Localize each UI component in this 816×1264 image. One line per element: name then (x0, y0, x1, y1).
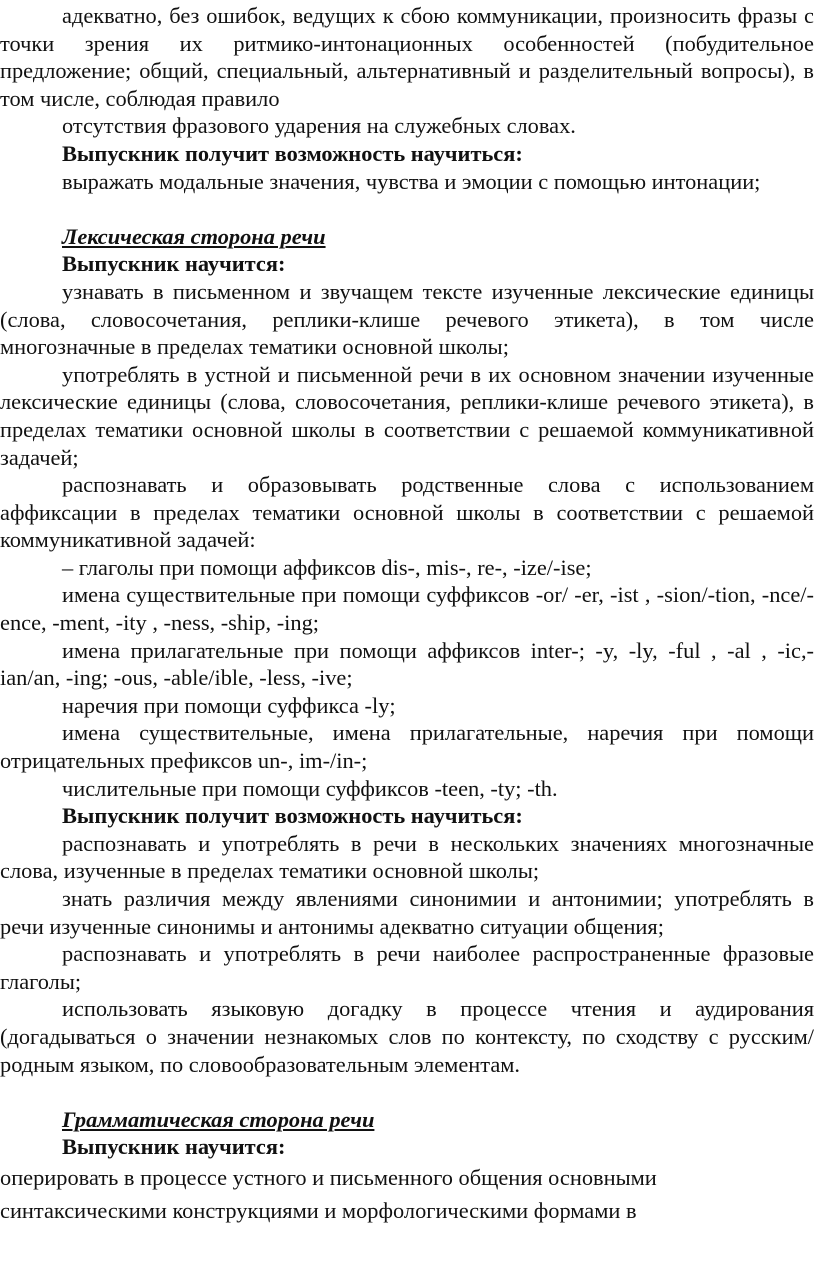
paragraph-polysemy: распознавать и употреблять в речи в нескольких значениях многозначные слова, изученные в пределах тематики основной школы; (0, 830, 814, 884)
list-item-verbs: – глаголы при помощи аффиксов dis-, mis-, re-, -ize/-ise; (62, 554, 592, 580)
list-item-numerals: числительные при помощи суффиксов -teen, -ty; -th. (62, 775, 558, 801)
list-item-negative-prefixes: имена существительные, имена прилагательные, наречия при помощи отрицательных префиксов un-, im-/in-; (0, 720, 814, 774)
spacer (0, 195, 814, 223)
paragraph-syntax: оперировать в процессе устного и письменного общения основными синтаксическими конструкциями и морфологическими формами в (0, 1164, 657, 1223)
subheading-will-learn: Выпускник научится: (62, 251, 286, 277)
spacer (0, 1078, 814, 1106)
paragraph-word-formation: распознавать и образовывать родственные слова с использованием аффиксации в пределах тематики основной школы в соответствии с решаемой коммуникативной задачей: (0, 472, 814, 553)
paragraph-use-units: употреблять в устной и письменной речи в их основном значении изученные лексические единицы (слова, словосочетания, реплики-клише речевого этикета), в пределах тематики основной школы в соответствии с решаемой коммуникативной задачей; (0, 361, 814, 470)
section-heading-lexical: Лексическая сторона речи (62, 223, 326, 249)
paragraph-recognize-units: узнавать в письменном и звучащем тексте изученные лексические единицы (слова, словосочетания, реплики-клише речевого этикета), в том числе многозначные в пределах тематики основной школы; (0, 278, 814, 360)
subheading-opportunity-lexical: Выпускник получит возможность научиться: (62, 803, 523, 829)
paragraph-pronunciation: адекватно, без ошибок, ведущих к сбою коммуникации, произносить фразы с точки зрения их ритмико-интонационных особенностей (побудительное предложение; общий, специальный, альтернативный и разделительный вопросы), в том числе, соблюдая правило (0, 3, 814, 111)
list-item-nouns: имена существительные при помощи суффиксов -or/ -er, -ist , -sion/-tion, -nce/-ence, -ment, -ity , -ness, -ship, -ing; (0, 582, 814, 636)
paragraph-phrasal-verbs: распознавать и употреблять в речи наиболее распространенные фразовые глаголы; (0, 941, 814, 994)
section-heading-grammar: Грамматическая сторона речи (62, 1106, 375, 1132)
paragraph-phrase-stress: отсутствия фразового ударения на служебных словах. (62, 113, 576, 139)
paragraph-synonyms: знать различия между явлениями синонимии и антонимии; употреблять в речи изученные синонимы и антонимы адекватно ситуации общения; (0, 886, 814, 939)
subheading-opportunity: Выпускник получит возможность научиться: (62, 140, 523, 166)
subheading-will-learn-grammar: Выпускник научится: (62, 1134, 286, 1160)
paragraph-language-guess: использовать языковую догадку в процессе чтения и аудирования (догадываться о значении незнакомых слов по контексту, по сходству с русским/ родным языком, по словообразовательным элементам. (0, 996, 814, 1077)
list-item-adjectives: имена прилагательные при помощи аффиксов inter-; -y, -ly, -ful , -al , -ic,-ian/an, -ing; -ous, -able/ible, -less, -ive; (0, 637, 814, 691)
paragraph-intonation: выражать модальные значения, чувства и эмоции с помощью интонации; (62, 168, 761, 194)
list-item-adverbs: наречия при помощи суффикса -ly; (62, 692, 396, 718)
